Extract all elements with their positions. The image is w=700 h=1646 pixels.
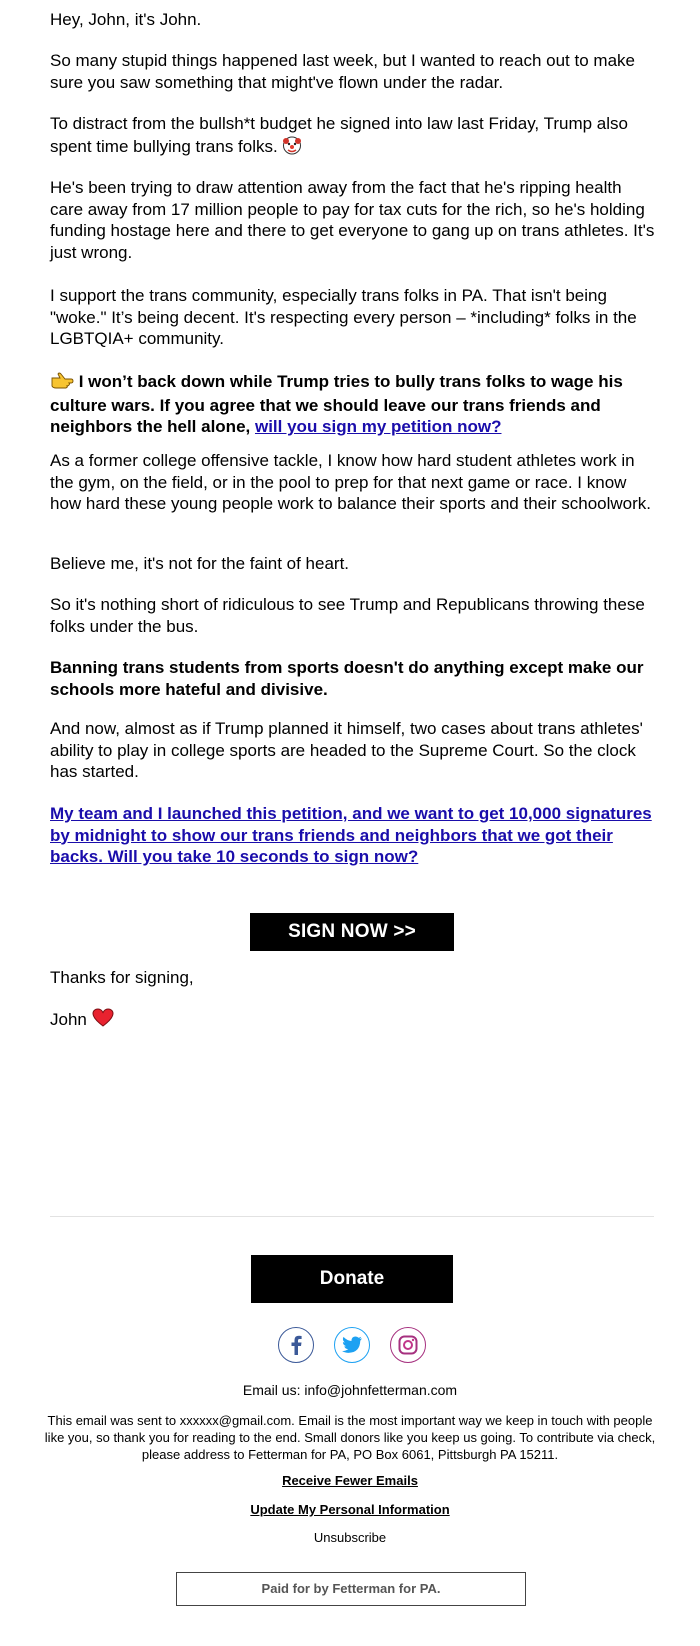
paragraph-budget xyxy=(50,113,656,160)
launch-petition-link[interactable]: My team and I launched this petition, and we want to get 10,000 signatures by midnight to show our trans friends and neighbors that we got their backs. Will you take 10 seconds to sign now? xyxy=(50,804,652,866)
twitter-icon[interactable] xyxy=(334,1327,370,1363)
footer-divider xyxy=(50,1216,654,1217)
thanks-text: Thanks for signing, xyxy=(50,968,194,987)
email-us-text: Email us: info@johnfetterman.com xyxy=(242,1382,458,1398)
facebook-icon[interactable] xyxy=(278,1327,314,1363)
donate-button[interactable]: Donate xyxy=(251,1255,453,1303)
paragraph-ridiculous: So it's nothing short of ridiculous to see Trump and Republicans throwing these folks under the bus. xyxy=(50,595,645,636)
greeting: Hey, John, it's John. xyxy=(50,10,202,29)
paragraph-support: I support the trans community, especially trans folks in PA. That isn't being "woke." It’s being decent. It's respecting every person – *including* folks in the LGBTQIA+ community. xyxy=(50,286,637,348)
paragraph-petition-ask xyxy=(50,371,656,438)
sign-now-button[interactable]: SIGN NOW >> xyxy=(250,913,454,951)
paragraph-athlete: As a former college offensive tackle, I know how hard student athletes work in the gym, on the field, or in the pool to prep for that next game or race. I know how hard these young people work to balance their sports and their schoolwork. xyxy=(50,451,652,513)
pointing-right-icon xyxy=(50,371,74,395)
paragraph-health-care: He's been trying to draw attention away from the fact that he's ripping health care away from 17 million people to pay for tax cuts for the rich, so he's holding funding hostage here and there to get everyone to gang up on trans athletes. It's just wrong. xyxy=(50,178,655,262)
paragraph-budget-text: To distract from the bullsh*t budget he signed into law last Friday, Trump also spent time bullying trans folks. xyxy=(50,114,628,156)
paid-for-box: Paid for by Fetterman for PA. xyxy=(176,1572,526,1606)
paragraph-supreme-court: And now, almost as if Trump planned it himself, two cases about trans athletes' ability to play in college sports are headed to the Supreme Court. So the clock has started. xyxy=(50,719,643,781)
signoff xyxy=(50,1008,656,1034)
paragraph-launch-petition xyxy=(50,803,656,868)
update-info-wrap xyxy=(0,1501,700,1517)
sign-petition-link[interactable]: will you sign my petition now? xyxy=(254,417,502,436)
update-personal-info-link[interactable]: Update My Personal Information xyxy=(250,1502,450,1517)
instagram-icon[interactable] xyxy=(390,1327,426,1363)
petition-ask-text: I won’t back down while Trump tries to bully trans folks to wage his culture wars. If you agree that we should leave our trans friends and neighbors the hell alone, xyxy=(50,372,623,436)
paragraph-intro: So many stupid things happened last week, but I wanted to reach out to make sure you saw something that might've flown under the radar. xyxy=(50,51,635,92)
unsubscribe-link[interactable]: Unsubscribe xyxy=(313,1530,387,1545)
receive-fewer-emails-wrap xyxy=(0,1472,700,1488)
footer-disclaimer: This email was sent to xxxxxx@gmail.com. Email is the most important way we keep in touch with people like you, so thank you for reading to the end. Small donors like you keep us going. To contribute via check, please address to Fetterman for PA, PO Box 6061, Pittsburgh PA 15211. xyxy=(44,1413,656,1462)
signoff-name: John xyxy=(50,1010,87,1030)
heart-icon xyxy=(92,1008,114,1034)
receive-fewer-emails-link[interactable]: Receive Fewer Emails xyxy=(282,1473,418,1488)
paragraph-banning: Banning trans students from sports doesn't do anything except make our schools more hateful and divisive. xyxy=(50,658,644,699)
clown-face-icon xyxy=(282,135,302,161)
paragraph-faint-heart: Believe me, it's not for the faint of heart. xyxy=(50,554,350,573)
